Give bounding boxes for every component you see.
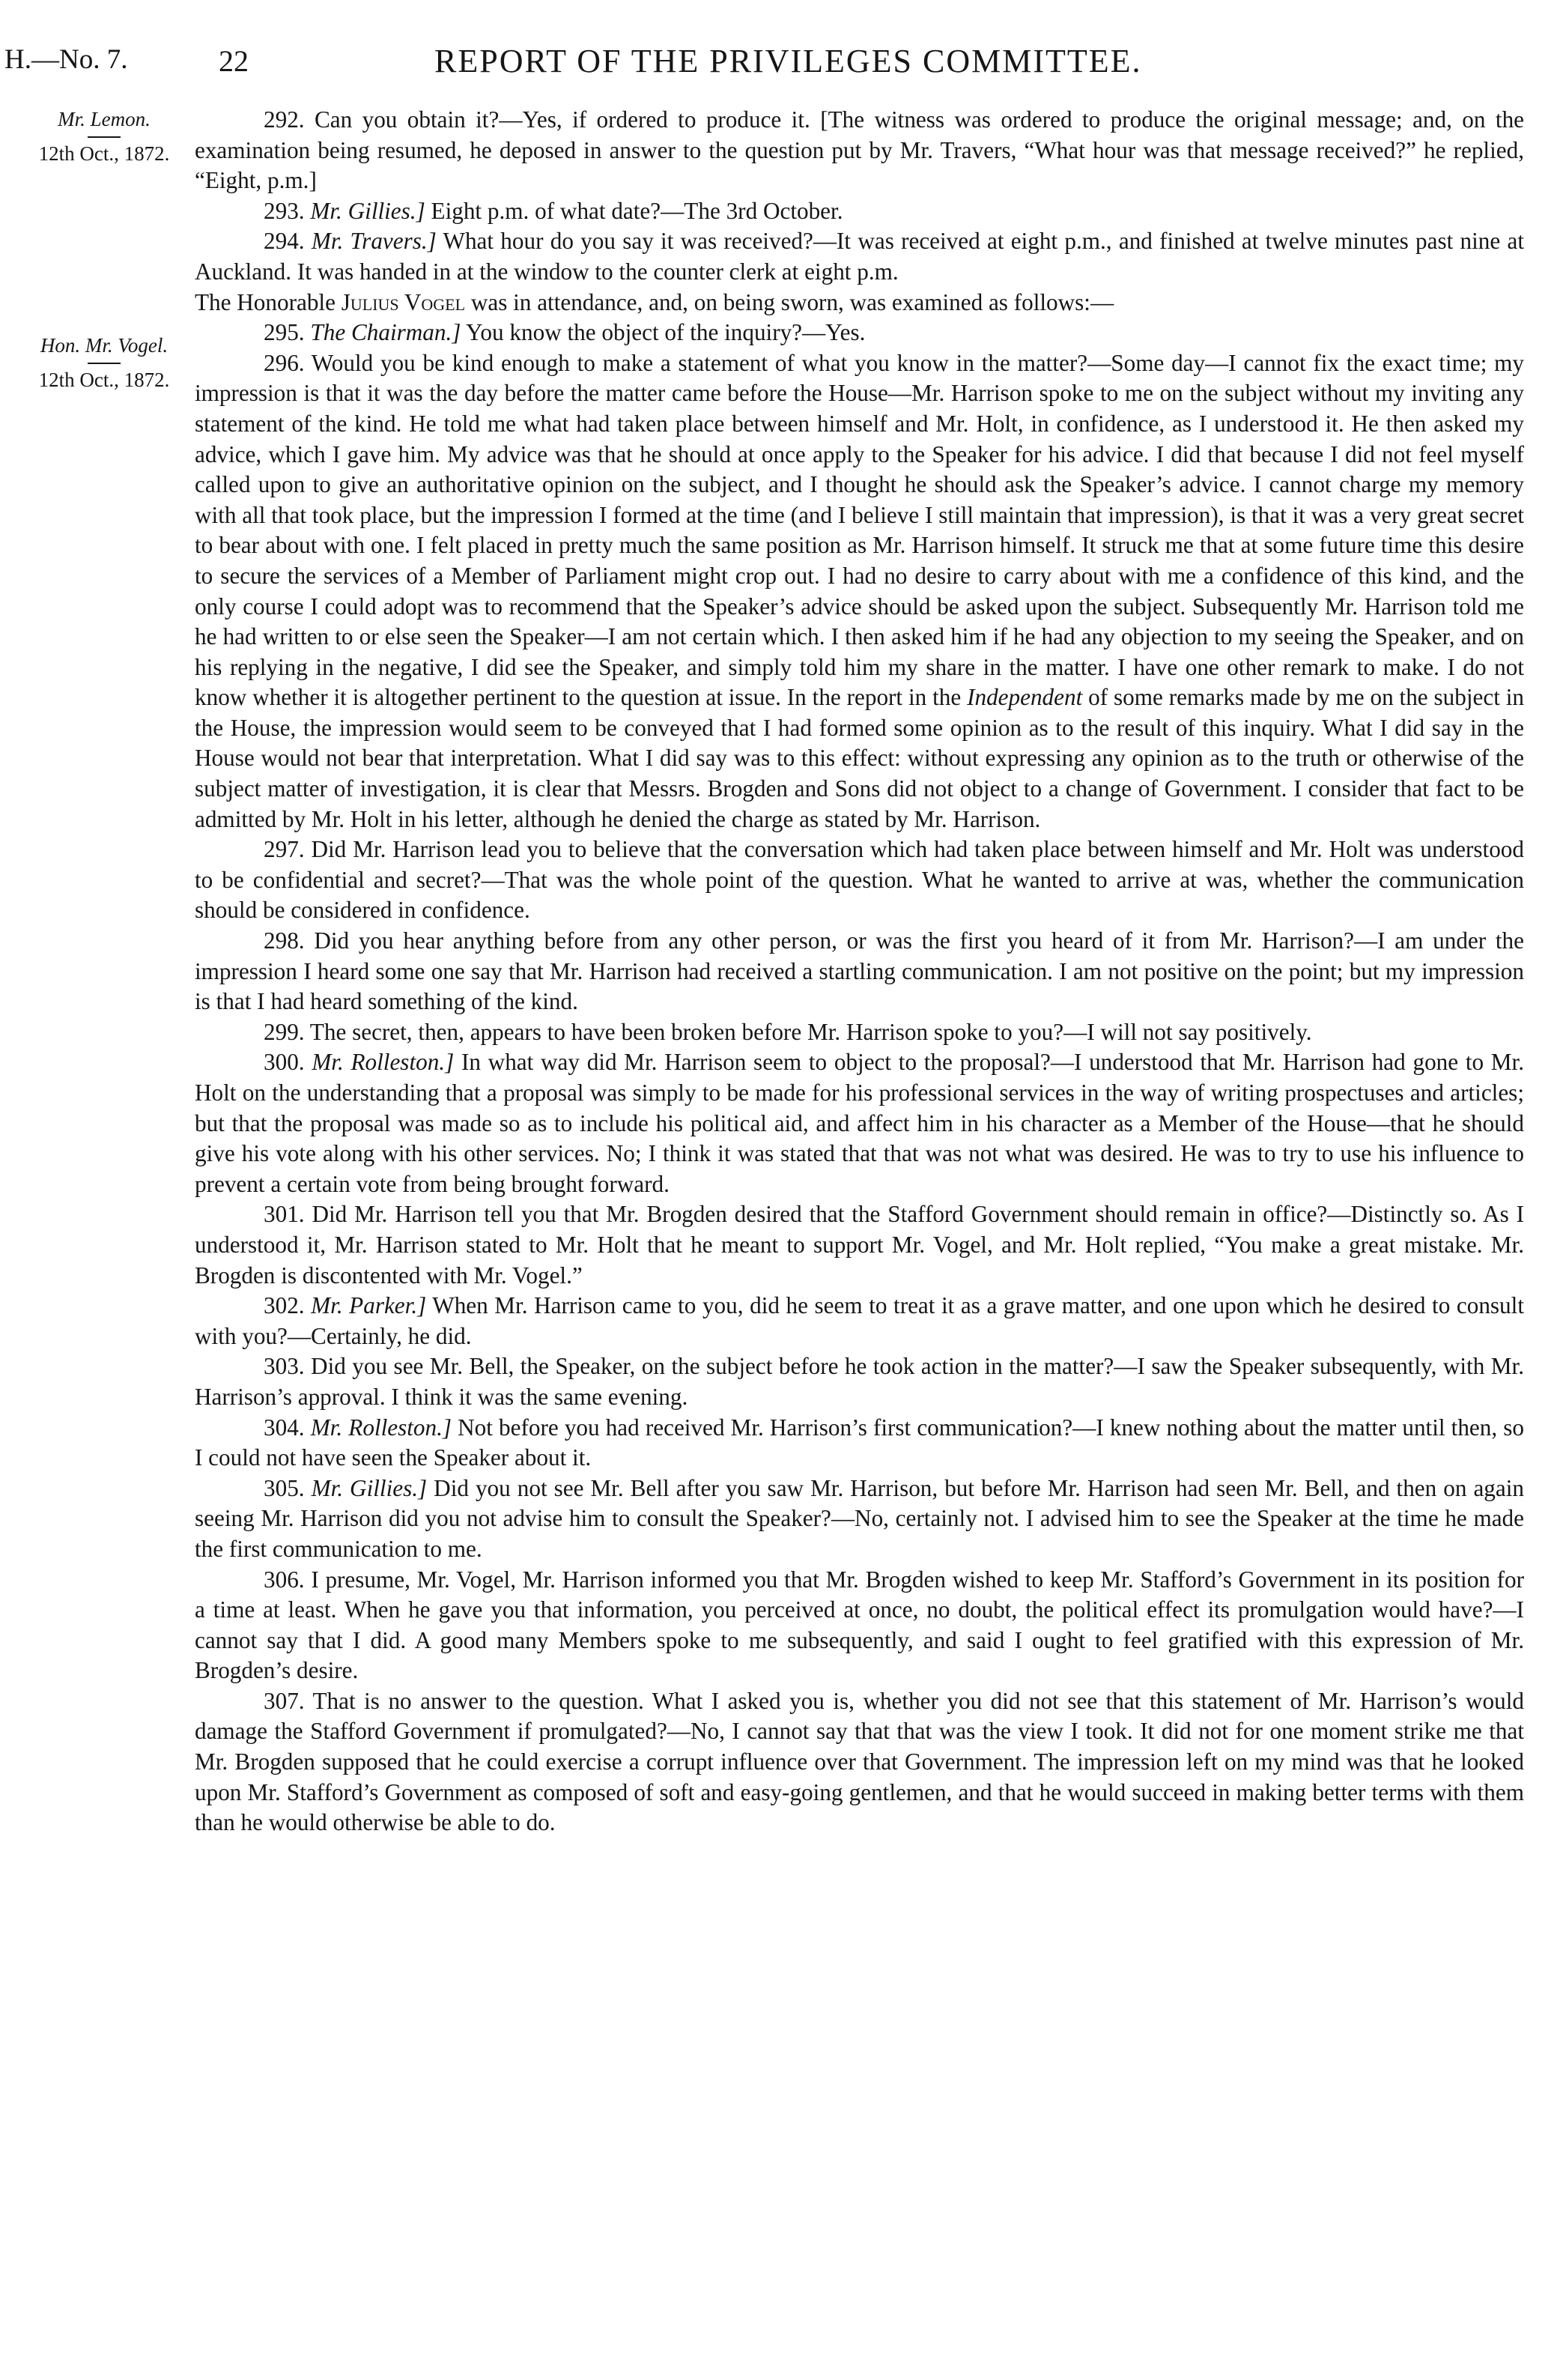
- question-number: 294.: [264, 228, 305, 255]
- paragraph-297: 297. Did Mr. Harrison lead you to believe that the conversation which had taken place between himself and Mr. Holt was understood to be confidential and secret?—That was the whole point of the question. What he wanted to arrive at was, whether the communication should be considered in confidence.: [195, 836, 1524, 924]
- paragraph-301: 301. Did Mr. Harrison tell you that Mr. Brogden desired that the Stafford Government should remain in office?—Distinctly so. As I understood it, Mr. Harrison stated to Mr. Holt that he meant to support Mr. Vogel, and Mr. Holt replied, “You make a great mistake. Mr. Brogden is discontented with Mr. Vogel.”: [195, 1201, 1524, 1289]
- question-text: Eight p.m. of what date?—The 3rd October.: [425, 197, 843, 224]
- question-text: In what way did Mr. Harrison seem to object to the proposal?—I understood that Mr. Harrison had gone to Mr. Holt on the understanding that a proposal was simply to be made for his professional services in the way of writing prospectuses and articles; but that the proposal was made so as to include his political aid, and affect him in his character as a Member of the House—that he should give his vote along with his other services. No; I think it was stated that that was not what was desired. He was to try to use his influence to prevent a certain vote from being brought forward.: [195, 1049, 1524, 1197]
- answer-text: of some remarks made by me on the subject in the House, the impression would seem to be conveyed that I had formed some opinion as to the result of this inquiry. What I did say in the House would not bear that interpretation. What I did say was to this effect: without expressing any opinion as to the truth or otherwise of the subject matter of investigation, it is clear that Messrs. Brogden and Sons did not object to a change of Government. I consider that fact to be admitted by Mr. Holt in his letter, although he denied the charge as stated by Mr. Harrison.: [195, 684, 1524, 832]
- speaker-name: Mr. Parker.]: [311, 1292, 427, 1319]
- paragraph-305: [195, 1474, 1524, 1565]
- sidenote-witness-lemon: [10, 108, 198, 165]
- sidenote-name: Hon. Mr. Vogel.: [40, 334, 169, 357]
- question-number: 304.: [264, 1414, 305, 1441]
- question-text: Did you not see Mr. Bell after you saw Mr. Harrison, but before Mr. Harrison had seen Mr. Bell, and then on again seeing Mr. Harrison did you not advise him to consult the Speaker?—No, certainly not. I advised him to see the Speaker at the time he made the first communication to me.: [195, 1474, 1524, 1562]
- paragraph-302: [195, 1291, 1524, 1351]
- question-number: 305.: [264, 1474, 305, 1501]
- sidenote-witness-vogel: [10, 334, 198, 391]
- intro-text: The Honorable: [195, 288, 342, 315]
- question-text: What hour do you say it was received?—It was received at eight p.m., and finished at twelve minutes past nine at Auckland. It was handed in at the window to the counter clerk at eight p.m.: [195, 228, 1525, 285]
- document-code: H.—No. 7.: [4, 44, 128, 75]
- witness-name: Julius Vogel: [341, 288, 466, 315]
- speaker-name: The Chairman.]: [310, 319, 461, 346]
- question-number: 295.: [264, 319, 305, 346]
- paragraph-295: [195, 318, 1524, 348]
- paragraph-307: 307. That is no answer to the question. What I asked you is, whether you did not see that this statement of Mr. Harrison’s would damage the Stafford Government if promulgated?—No, I cannot say that that was the view I took. It did not for one moment strike me that Mr. Brogden supposed that he could exercise a corrupt influence over that Government. The impression left on my mind was that he looked upon Mr. Stafford’s Government as composed of soft and easy-going gentlemen, and that he would succeed in making better terms with them than he would otherwise be able to do.: [195, 1687, 1524, 1836]
- intro-text: was in attendance, and, on being sworn, was examined as follows:—: [465, 288, 1114, 315]
- newspaper-title: Independent: [967, 684, 1083, 711]
- paragraph-292: 292. Can you obtain it?—Yes, if ordered to produce it. [The witness was ordered to produce the original message; and, on the examination being resumed, he deposed in answer to the question put by Mr. Travers, “What hour was that message received?” he replied, “Eight, p.m.]: [195, 106, 1524, 194]
- sidenote-name: Mr. Lemon.: [58, 108, 151, 130]
- paragraph-298: 298. Did you hear anything before from any other person, or was the first you heard of it from Mr. Harrison?—I am under the impression I heard some one say that Mr. Harrison had received a startling communication. I am not positive on the point; but my impression is that I had heard something of the kind.: [195, 927, 1524, 1015]
- paragraph-293: [195, 196, 1524, 227]
- paragraph-299: 299. The secret, then, appears to have been broken before Mr. Harrison spoke to you?—I will not say positively.: [264, 1018, 1312, 1045]
- sidenote-date: 12th Oct., 1872.: [38, 142, 170, 165]
- paragraph-300: [195, 1047, 1524, 1199]
- page-number: 22: [219, 44, 249, 78]
- paragraph-294: [195, 226, 1524, 287]
- paragraph-306: 306. I presume, Mr. Vogel, Mr. Harrison informed you that Mr. Brogden wished to keep Mr. Stafford’s Government in its position for a time at least. When he gave you that information, you perceived at once, no doubt, the political effect its promulgation would have?—I cannot say that I did. A good many Members spoke to me subsequently, and said I ought to feel gratified with this expression of Mr. Brogden’s desire.: [195, 1566, 1524, 1684]
- report-body: [195, 105, 1524, 1838]
- question-text: You know the object of the inquiry?—Yes.: [461, 319, 866, 346]
- speaker-name: Mr. Travers.]: [311, 228, 437, 255]
- paragraph-304: [195, 1413, 1524, 1474]
- witness-intro: [195, 288, 1524, 318]
- question-number: 302.: [264, 1292, 305, 1319]
- sidenote-rule: [88, 363, 121, 364]
- sidenote-date: 12th Oct., 1872.: [38, 369, 170, 391]
- sidenote-rule: [88, 136, 121, 138]
- answer-text: 296. Would you be kind enough to make a statement of what you know in the matter?—Some day—I cannot fix the exact time; my impression is that it was the day before the matter came before the House—Mr. Harrison spoke to me on the subject without my inviting any statement of the kind. He told me what had taken place between himself and Mr. Holt, in confidence, as I understood it. He then asked my advice, which I gave him. My advice was that he should at once apply to the Speaker for his advice. I did that because I did not feel myself called upon to give an authoritative opinion on the subject, and I thought he should ask the Speaker’s advice. I cannot charge my memory with all that took place, but the impression I formed at the time (and I believe I still maintain that impression), is that it was a very great secret to bear about with one. I felt placed in pretty much the same position as Mr. Harrison himself. It struck me that at some future time this desire to secure the services of a Member of Parliament might crop out. I had no desire to carry about with me a confidence of this kind, and the only course I could adopt was to recommend that the Speaker’s advice should be asked upon the subject. Subsequently Mr. Harrison told me he had written to or else seen the Speaker—I am not certain which. I then asked him if he had any objection to my seeing the Speaker, and on his replying in the negative, I did see the Speaker, and simply told him my share in the matter. I have one other remark to make. I do not know whether it is altogether pertinent to the question at issue. In the report in the: [195, 349, 1524, 711]
- question-number: 293.: [264, 197, 305, 224]
- question-text: Not before you had received Mr. Harrison’s first communication?—I knew nothing about the matter until then, so I could not have seen the Speaker about it.: [195, 1414, 1525, 1471]
- speaker-name: Mr. Rolleston.]: [310, 1414, 452, 1441]
- speaker-name: Mr. Gillies.]: [311, 1474, 428, 1501]
- page-title: REPORT OF THE PRIVILEGES COMMITTEE.: [434, 43, 1142, 79]
- speaker-name: Mr. Rolleston.]: [312, 1049, 455, 1076]
- page-header: [0, 43, 1566, 88]
- paragraph-296: [195, 348, 1524, 835]
- speaker-name: Mr. Gillies.]: [310, 197, 425, 224]
- question-text: When Mr. Harrison came to you, did he seem to treat it as a grave matter, and one upon which he desired to consult with you?—Certainly, he did.: [195, 1292, 1524, 1349]
- paragraph-303: 303. Did you see Mr. Bell, the Speaker, on the subject before he took action in the matter?—I saw the Speaker subsequently, with Mr. Harrison’s approval. I think it was the same evening.: [195, 1353, 1524, 1410]
- question-number: 300.: [264, 1049, 305, 1076]
